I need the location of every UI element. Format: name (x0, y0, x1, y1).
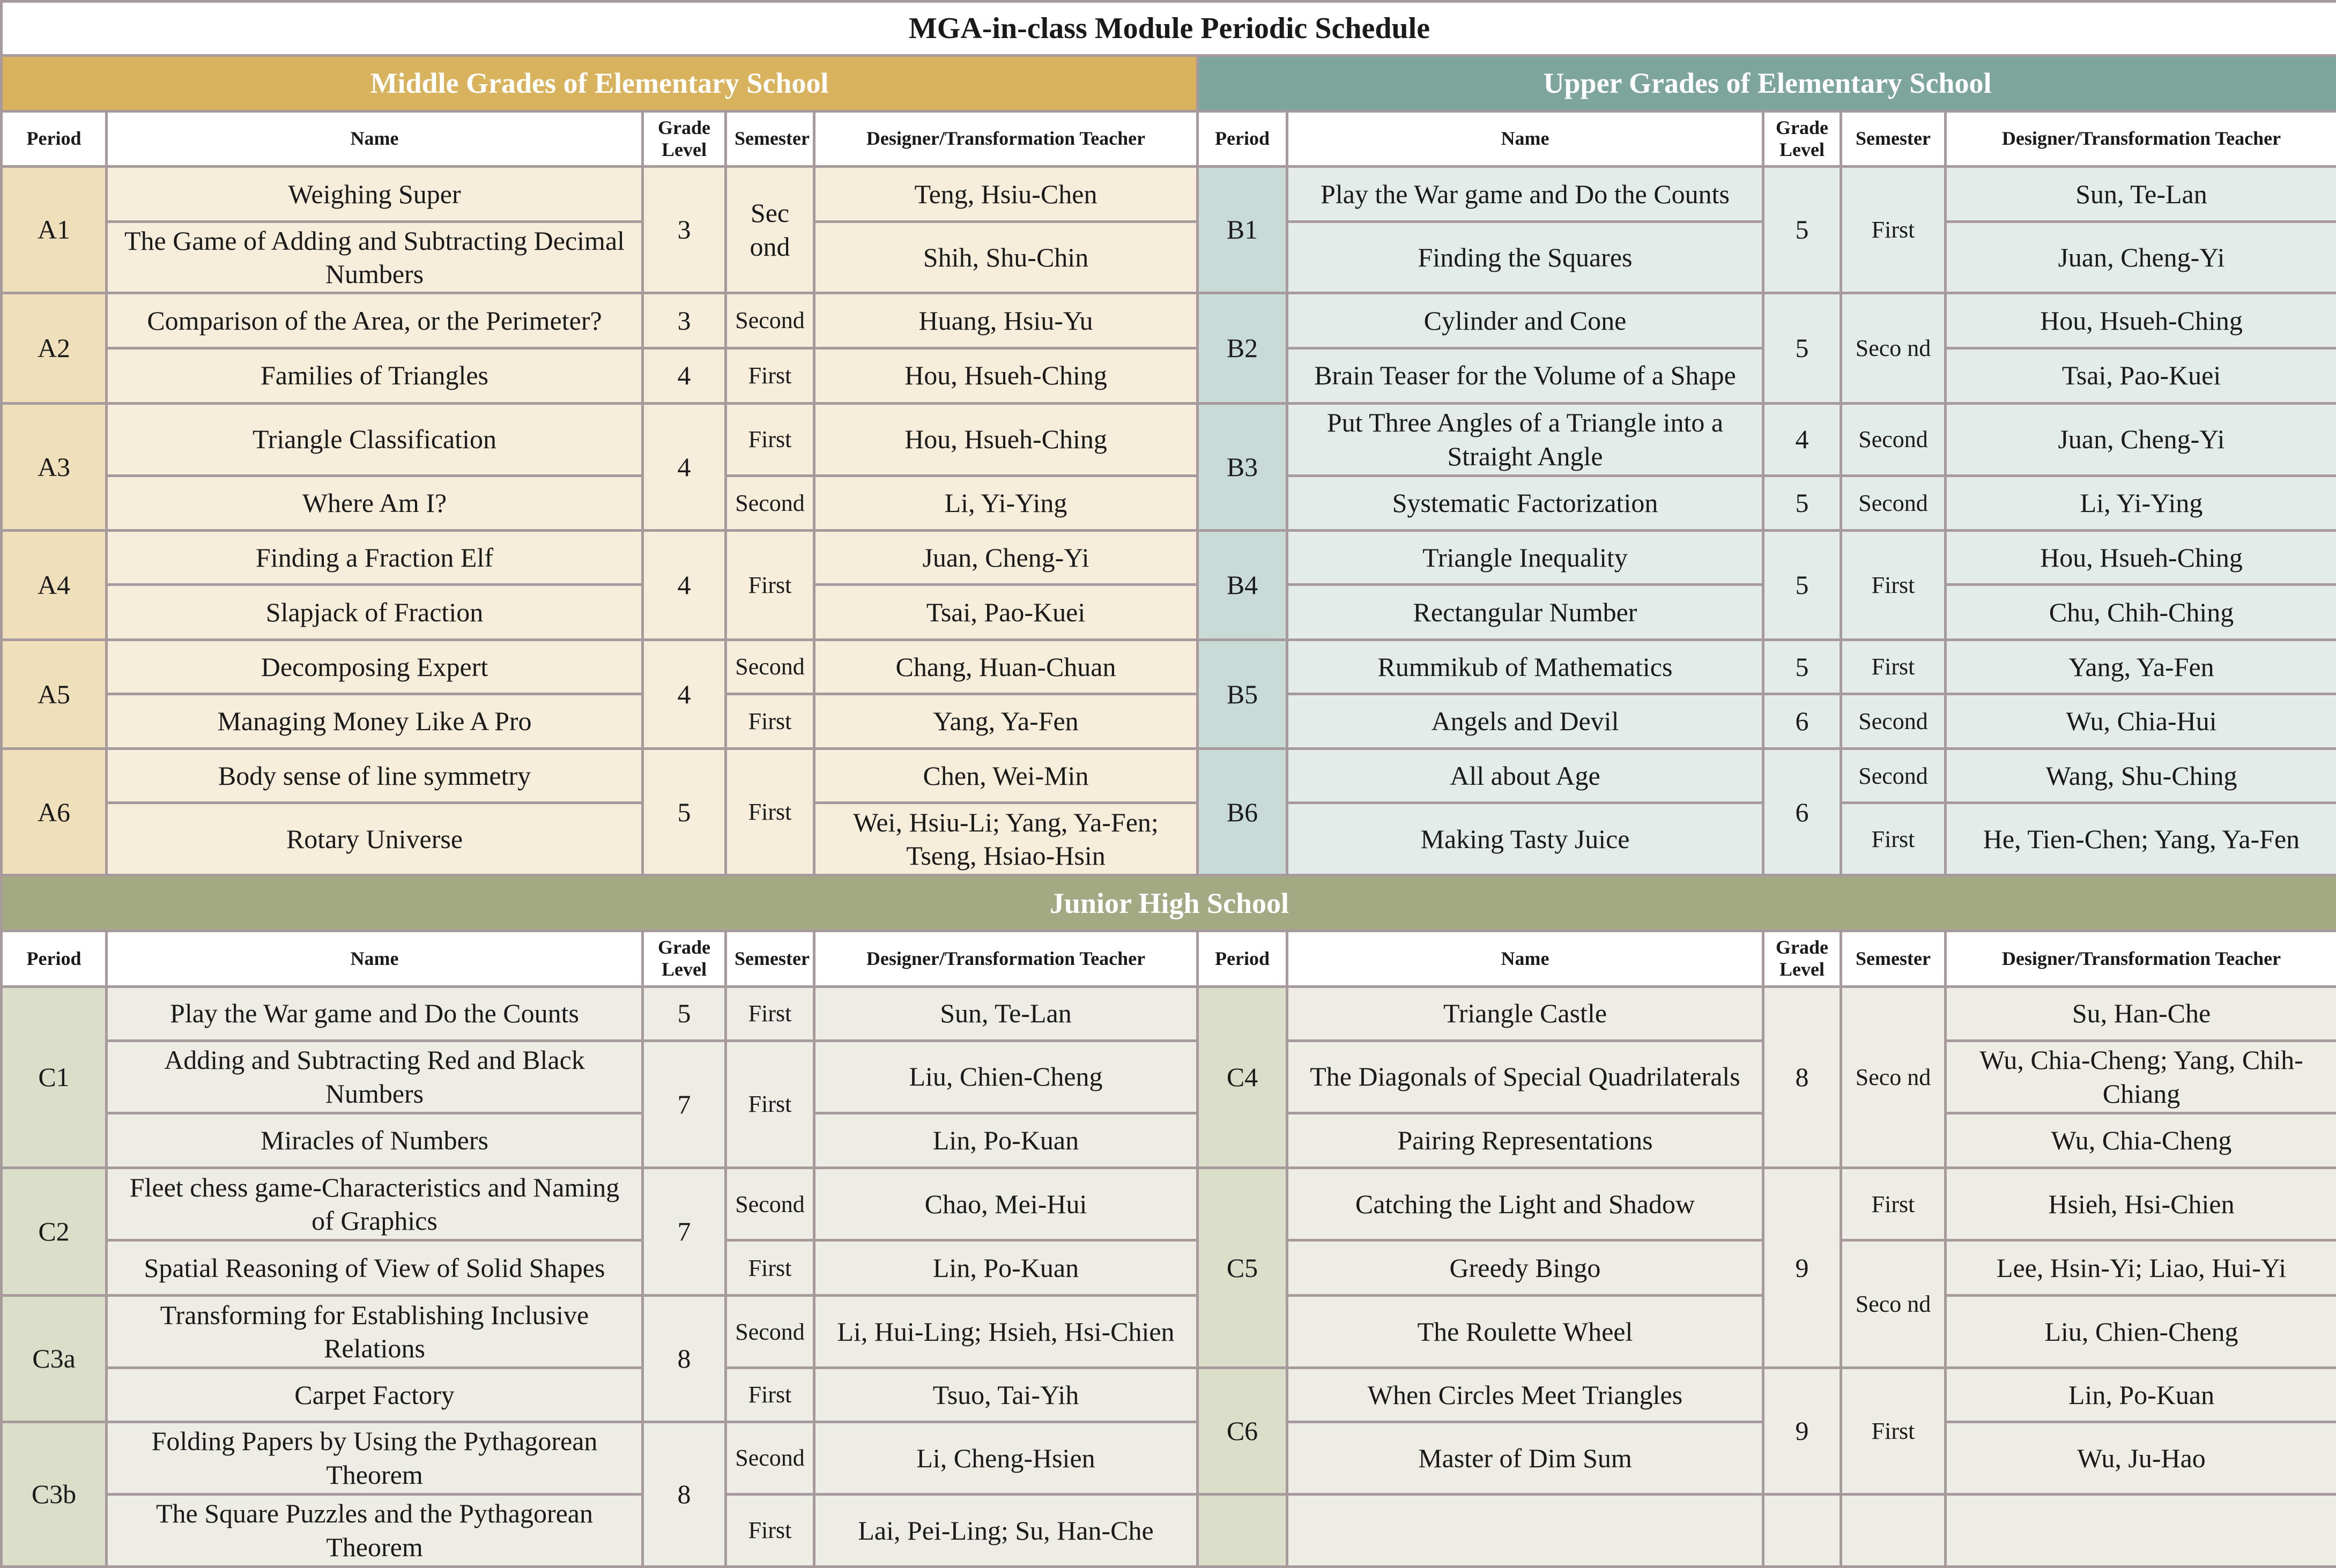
teacher: Li, Yi-Ying (814, 475, 1198, 531)
semester: First (726, 694, 814, 749)
period-cell: C5 (1198, 1168, 1287, 1368)
teacher: Juan, Cheng-Yi (1946, 403, 2336, 475)
period-cell: B3 (1198, 403, 1287, 531)
semester: Second (1841, 749, 1946, 803)
empty-cell (1946, 1494, 2336, 1566)
grade-level: 8 (643, 1296, 726, 1422)
module-name: Pairing Representations (1287, 1113, 1763, 1168)
grade-level: 5 (1763, 167, 1841, 293)
semester: Second (1841, 475, 1946, 531)
module-name: Finding a Fraction Elf (107, 531, 643, 585)
period-cell: A1 (2, 167, 107, 293)
header-name: Name (1287, 111, 1763, 167)
grade-level: 3 (643, 293, 726, 348)
module-name: Decomposing Expert (107, 640, 643, 694)
header-name: Name (107, 111, 643, 167)
semester: Seco nd (1841, 986, 1946, 1168)
grade-level: 6 (1763, 694, 1841, 749)
semester: First (1841, 167, 1946, 293)
module-name: Miracles of Numbers (107, 1113, 643, 1168)
module-name: Where Am I? (107, 475, 643, 531)
teacher: Chen, Wei-Min (814, 749, 1198, 803)
teacher: Wu, Ju-Hao (1946, 1422, 2336, 1494)
grade-level: 8 (1763, 986, 1841, 1168)
module-name: Greedy Bingo (1287, 1240, 1763, 1296)
teacher: Wu, Chia-Hui (1946, 694, 2336, 749)
period-cell: B1 (1198, 167, 1287, 293)
teacher: Teng, Hsiu-Chen (814, 167, 1198, 222)
module-name: Slapjack of Fraction (107, 585, 643, 640)
teacher: Chu, Chih-Ching (1946, 585, 2336, 640)
semester: Second (726, 1168, 814, 1240)
header-period: Period (1198, 931, 1287, 986)
teacher: Liu, Chien-Cheng (814, 1041, 1198, 1113)
teacher: Yang, Ya-Fen (1946, 640, 2336, 694)
teacher: Wei, Hsiu-Li; Yang, Ya-Fen; Tseng, Hsiao-Hsin (814, 803, 1198, 875)
semester: First (1841, 531, 1946, 640)
module-name: All about Age (1287, 749, 1763, 803)
semester: Second (1841, 694, 1946, 749)
grade-level: 5 (1763, 475, 1841, 531)
teacher: Huang, Hsiu-Yu (814, 293, 1198, 348)
grade-level: 6 (1763, 749, 1841, 875)
teacher: Li, Yi-Ying (1946, 475, 2336, 531)
semester: First (1841, 803, 1946, 875)
semester: First (1841, 1368, 1946, 1495)
grade-level: 4 (643, 640, 726, 749)
period-cell: C3a (2, 1296, 107, 1422)
section-junior-high: Junior High School (2, 875, 2336, 931)
semester: First (1841, 640, 1946, 694)
period-cell: A6 (2, 749, 107, 875)
module-name: Triangle Inequality (1287, 531, 1763, 585)
period-cell: C2 (2, 1168, 107, 1296)
semester: First (1841, 1168, 1946, 1240)
teacher: Chao, Mei-Hui (814, 1168, 1198, 1240)
module-name: Managing Money Like A Pro (107, 694, 643, 749)
header-semester: Semester (1841, 931, 1946, 986)
teacher: He, Tien-Chen; Yang, Ya-Fen (1946, 803, 2336, 875)
module-name: When Circles Meet Triangles (1287, 1368, 1763, 1422)
section-upper-grades: Upper Grades of Elementary School (1198, 55, 2336, 111)
teacher: Liu, Chien-Cheng (1946, 1296, 2336, 1368)
semester: Second (726, 640, 814, 694)
semester: First (726, 403, 814, 475)
teacher: Yang, Ya-Fen (814, 694, 1198, 749)
semester: Second (1841, 403, 1946, 475)
teacher: Hou, Hsueh-Ching (1946, 293, 2336, 348)
grade-level: 4 (1763, 403, 1841, 475)
header-name: Name (107, 931, 643, 986)
module-name: Play the War game and Do the Counts (1287, 167, 1763, 222)
grade-level: 5 (1763, 531, 1841, 640)
semester: First (726, 531, 814, 640)
period-cell: C3b (2, 1422, 107, 1566)
teacher: Wu, Chia-Cheng; Yang, Chih-Chiang (1946, 1041, 2336, 1113)
teacher: Tsai, Pao-Kuei (1946, 348, 2336, 403)
semester: First (726, 986, 814, 1041)
semester: First (726, 1240, 814, 1296)
period-cell: C4 (1198, 986, 1287, 1168)
empty-cell (1841, 1494, 1946, 1566)
module-name: Angels and Devil (1287, 694, 1763, 749)
module-name: The Game of Adding and Subtracting Decimal Numbers (107, 222, 643, 293)
teacher: Li, Hui-Ling; Hsieh, Hsi-Chien (814, 1296, 1198, 1368)
header-grade-level: Grade Level (1763, 931, 1841, 986)
period-cell: B2 (1198, 293, 1287, 404)
header-semester: Semester (1841, 111, 1946, 167)
module-name: Comparison of the Area, or the Perimeter? (107, 293, 643, 348)
module-name: Brain Teaser for the Volume of a Shape (1287, 348, 1763, 403)
teacher: Shih, Shu-Chin (814, 222, 1198, 293)
module-name: The Diagonals of Special Quadrilaterals (1287, 1041, 1763, 1113)
module-name: Triangle Castle (1287, 986, 1763, 1041)
period-cell: B4 (1198, 531, 1287, 640)
header-teacher: Designer/Transformation Teacher (814, 111, 1198, 167)
module-name: Triangle Classification (107, 403, 643, 475)
header-teacher: Designer/Transformation Teacher (1946, 931, 2336, 986)
grade-level: 7 (643, 1168, 726, 1296)
module-name: Folding Papers by Using the Pythagorean Theorem (107, 1422, 643, 1494)
grade-level: 9 (1763, 1368, 1841, 1495)
teacher: Juan, Cheng-Yi (1946, 222, 2336, 293)
grade-level: 5 (643, 986, 726, 1041)
grade-level: 9 (1763, 1168, 1841, 1368)
period-cell: A5 (2, 640, 107, 749)
grade-level: 5 (1763, 293, 1841, 404)
header-grade-level: Grade Level (643, 931, 726, 986)
semester: Seco nd (1841, 293, 1946, 404)
period-cell: B6 (1198, 749, 1287, 875)
header-grade-level: Grade Level (1763, 111, 1841, 167)
header-period: Period (1198, 111, 1287, 167)
teacher: Sun, Te-Lan (1946, 167, 2336, 222)
grade-level: 7 (643, 1041, 726, 1168)
teacher: Hou, Hsueh-Ching (1946, 531, 2336, 585)
teacher: Chang, Huan-Chuan (814, 640, 1198, 694)
header-name: Name (1287, 931, 1763, 986)
module-name: Put Three Angles of a Triangle into a Straight Angle (1287, 403, 1763, 475)
period-cell: C1 (2, 986, 107, 1168)
teacher: Lee, Hsin-Yi; Liao, Hui-Yi (1946, 1240, 2336, 1296)
teacher: Lin, Po-Kuan (814, 1240, 1198, 1296)
teacher: Li, Cheng-Hsien (814, 1422, 1198, 1494)
teacher: Sun, Te-Lan (814, 986, 1198, 1041)
module-name: Rectangular Number (1287, 585, 1763, 640)
teacher: Wang, Shu-Ching (1946, 749, 2336, 803)
header-teacher: Designer/Transformation Teacher (1946, 111, 2336, 167)
header-teacher: Designer/Transformation Teacher (814, 931, 1198, 986)
module-name: Families of Triangles (107, 348, 643, 403)
teacher: Lai, Pei-Ling; Su, Han-Che (814, 1494, 1198, 1566)
module-name: Rotary Universe (107, 803, 643, 875)
grade-level: 4 (643, 403, 726, 531)
module-name: Play the War game and Do the Counts (107, 986, 643, 1041)
semester: Seco nd (1841, 1240, 1946, 1368)
header-grade-level: Grade Level (643, 111, 726, 167)
teacher: Lin, Po-Kuan (814, 1113, 1198, 1168)
period-cell: C6 (1198, 1368, 1287, 1495)
period-cell: A3 (2, 403, 107, 531)
semester: First (726, 1368, 814, 1422)
module-name: The Square Puzzles and the Pythagorean Theorem (107, 1494, 643, 1566)
header-semester: Semester (726, 931, 814, 986)
empty-cell (1198, 1494, 1287, 1566)
module-name: Master of Dim Sum (1287, 1422, 1763, 1494)
semester: Second (726, 1296, 814, 1368)
module-name: Systematic Factorization (1287, 475, 1763, 531)
module-name: Cylinder and Cone (1287, 293, 1763, 348)
semester: Second (726, 1422, 814, 1494)
empty-cell (1287, 1494, 1763, 1566)
teacher: Su, Han-Che (1946, 986, 2336, 1041)
period-cell: A4 (2, 531, 107, 640)
teacher: Hou, Hsueh-Ching (814, 403, 1198, 475)
grade-level: 3 (643, 167, 726, 293)
teacher: Tsuo, Tai-Yih (814, 1368, 1198, 1422)
module-name: Body sense of line symmetry (107, 749, 643, 803)
grade-level: 5 (1763, 640, 1841, 694)
period-cell: A2 (2, 293, 107, 404)
teacher: Hsieh, Hsi-Chien (1946, 1168, 2336, 1240)
module-name: Catching the Light and Shadow (1287, 1168, 1763, 1240)
module-name: Making Tasty Juice (1287, 803, 1763, 875)
teacher: Tsai, Pao-Kuei (814, 585, 1198, 640)
module-name: Rummikub of Mathematics (1287, 640, 1763, 694)
semester: Second (726, 475, 814, 531)
module-name: Finding the Squares (1287, 222, 1763, 293)
grade-level: 4 (643, 348, 726, 403)
grade-level: 5 (643, 749, 726, 875)
teacher: Juan, Cheng-Yi (814, 531, 1198, 585)
teacher: Hou, Hsueh-Ching (814, 348, 1198, 403)
section-middle-grades: Middle Grades of Elementary School (2, 55, 1198, 111)
period-cell: B5 (1198, 640, 1287, 749)
semester: First (726, 348, 814, 403)
header-semester: Semester (726, 111, 814, 167)
semester: Second (726, 293, 814, 348)
module-name: The Roulette Wheel (1287, 1296, 1763, 1368)
semester: First (726, 1494, 814, 1566)
module-name: Weighing Super (107, 167, 643, 222)
semester: First (726, 749, 814, 875)
teacher: Lin, Po-Kuan (1946, 1368, 2336, 1422)
semester: Sec ond (726, 167, 814, 293)
header-period: Period (2, 931, 107, 986)
semester: First (726, 1041, 814, 1168)
module-name: Adding and Subtracting Red and Black Numbers (107, 1041, 643, 1113)
module-name: Spatial Reasoning of View of Solid Shapes (107, 1240, 643, 1296)
teacher: Wu, Chia-Cheng (1946, 1113, 2336, 1168)
module-name: Fleet chess game-Characteristics and Naming of Graphics (107, 1168, 643, 1240)
module-name: Transforming for Establishing Inclusive Relations (107, 1296, 643, 1368)
empty-cell (1763, 1494, 1841, 1566)
grade-level: 4 (643, 531, 726, 640)
page-title: MGA-in-class Module Periodic Schedule (2, 2, 2336, 56)
module-name: Carpet Factory (107, 1368, 643, 1422)
grade-level: 8 (643, 1422, 726, 1566)
header-period: Period (2, 111, 107, 167)
